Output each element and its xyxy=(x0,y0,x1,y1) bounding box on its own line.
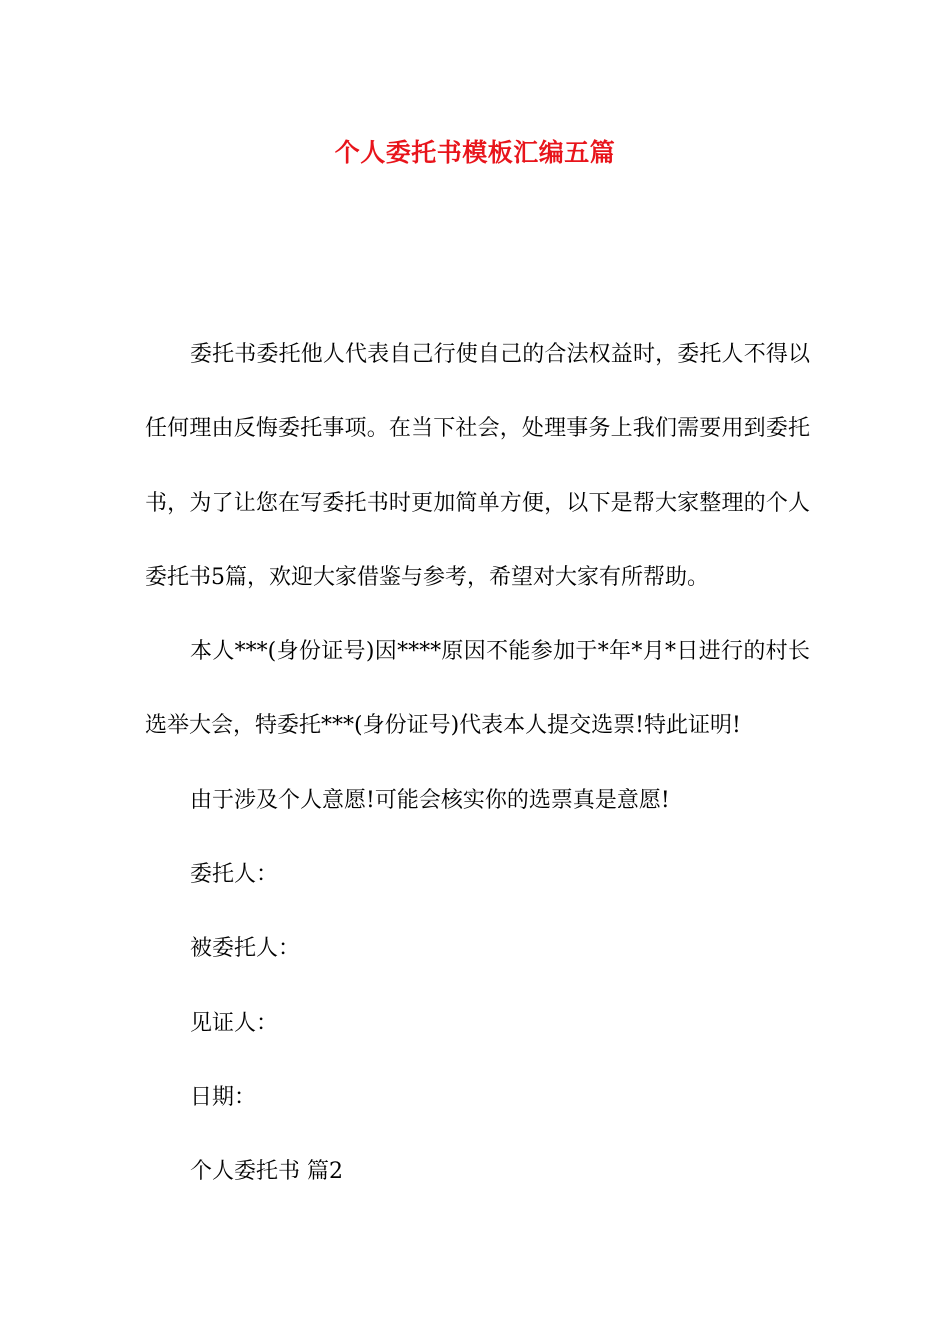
document-title: 个人委托书模板汇编五篇 xyxy=(334,138,616,167)
entrustment-statement: 本人***(身份证号)因****原因不能参加于*年*月*日进行的村长选举大会，特委托***(身份证号)代表本人提交选票!特此证明! xyxy=(145,639,810,739)
date-line: 日期： xyxy=(190,1084,257,1110)
witness-line: 见证人： xyxy=(190,1010,279,1036)
section-heading-2: 个人委托书 篇2 xyxy=(190,1159,343,1185)
document-body xyxy=(145,318,810,1210)
intro-paragraph: 委托书委托他人代表自己行使自己的合法权益时，委托人不得以任何理由反悔委托事项。在当下社会，处理事务上我们需要用到委托书，为了让您在写委托书时更加简单方便，以下是帮大家整理的个人委托书5篇，欢迎大家借鉴与参考，希望对大家有所帮助。 xyxy=(145,342,810,590)
intent-note: 由于涉及个人意愿!可能会核实你的选票真是意愿! xyxy=(190,787,670,813)
agent-line: 被委托人： xyxy=(190,936,301,962)
principal-line: 委托人： xyxy=(190,862,279,888)
